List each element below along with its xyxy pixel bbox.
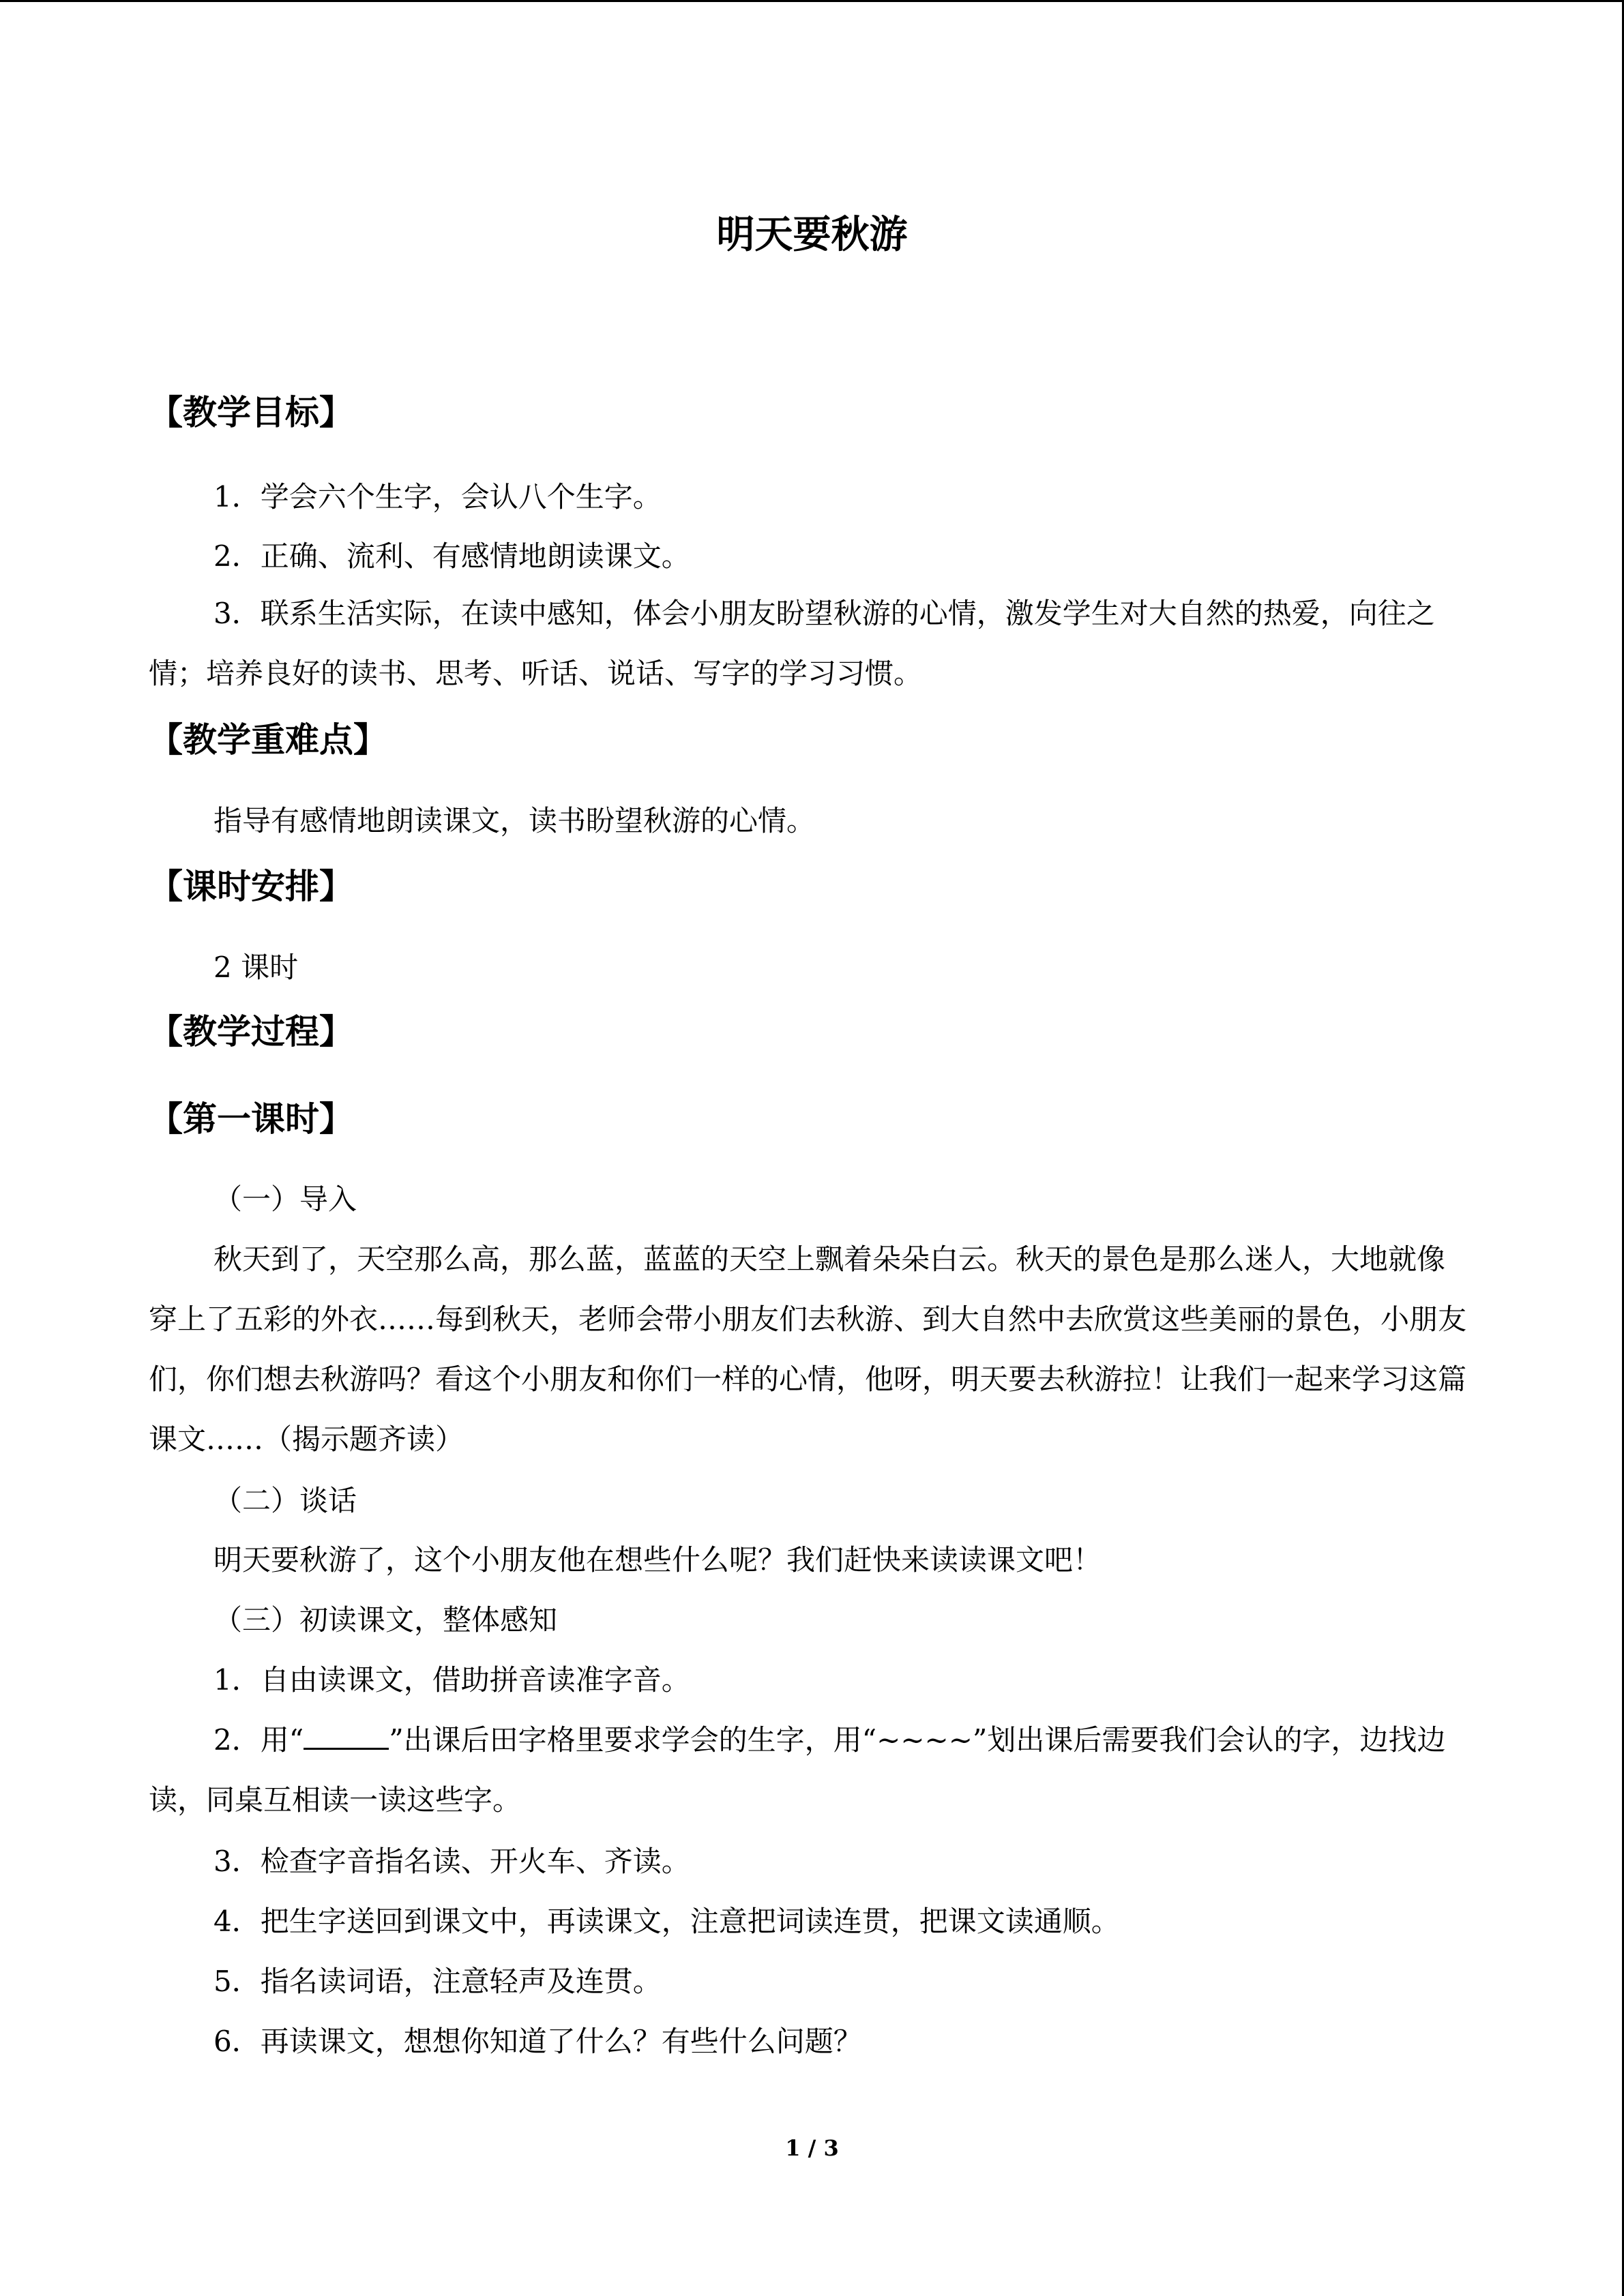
step-1: 1．自由读课文，借助拼音读准字音。 — [213, 1663, 690, 1697]
step-5: 5．指名读词语，注意轻声及连贯。 — [213, 1965, 662, 1998]
step-2-suffix: ”出课后田字格里要求学会的生字，用“~~~~”划出课后需要我们会认的字，边找边读，同桌互相读一读这些字。 — [149, 1723, 1446, 1817]
talk-label: （二）谈话 — [213, 1484, 357, 1517]
heading-teaching-goals: 【教学目标】 — [149, 393, 353, 432]
key-points-text: 指导有感情地朗读课文，读书盼望秋游的心情。 — [213, 804, 816, 837]
goal-item-2: 2．正确、流利、有感情地朗读课文。 — [213, 539, 690, 573]
underline-blank — [304, 1726, 389, 1750]
page-number: 1 / 3 — [785, 2135, 839, 2161]
first-read-label: （三）初读课文，整体感知 — [213, 1603, 558, 1637]
heading-teaching-process: 【教学过程】 — [149, 1012, 353, 1052]
heading-schedule: 【课时安排】 — [149, 867, 353, 906]
heading-lesson-1: 【第一课时】 — [149, 1099, 353, 1139]
schedule-text: 2 课时 — [213, 951, 299, 984]
document-title: 明天要秋游 — [716, 213, 908, 257]
heading-key-points: 【教学重难点】 — [149, 720, 387, 760]
step-6: 6．再读课文，想想你知道了什么？有些什么问题？ — [213, 2025, 862, 2058]
step-3: 3．检查字音指名读、开火车、齐读。 — [213, 1845, 690, 1878]
goal-item-3: 3．联系生活实际，在读中感知，体会小朋友盼望秋游的心情，激发学生对大自然的热爱，向往之情；培养良好的读书、思考、听话、说话、写字的学习习惯。 — [149, 597, 1435, 690]
step-2 — [149, 1710, 1468, 1830]
page-top-border — [0, 0, 1624, 2]
intro-text: 秋天到了，天空那么高，那么蓝，蓝蓝的天空上飘着朵朵白云。秋天的景色是那么迷人，大地就像穿上了五彩的外衣……每到秋天，老师会带小朋友们去秋游、到大自然中去欣赏这些美丽的景色，小朋友们，你们想去秋游吗？看这个小朋友和你们一样的心情，他呀，明天要去秋游拉！让我们一起来学习这篇课文……（揭示题齐读） — [149, 1242, 1467, 1456]
goal-item-1: 1．学会六个生字，会认八个生字。 — [213, 480, 662, 513]
intro-label: （一）导入 — [213, 1182, 357, 1216]
step-4: 4．把生字送回到课文中，再读课文，注意把词读连贯，把课文读通顺。 — [213, 1905, 1120, 1938]
talk-text: 明天要秋游了，这个小朋友他在想些什么呢？我们赶快来读读课文吧！ — [213, 1543, 1102, 1577]
step-2-prefix: 2．用“ — [213, 1723, 304, 1757]
